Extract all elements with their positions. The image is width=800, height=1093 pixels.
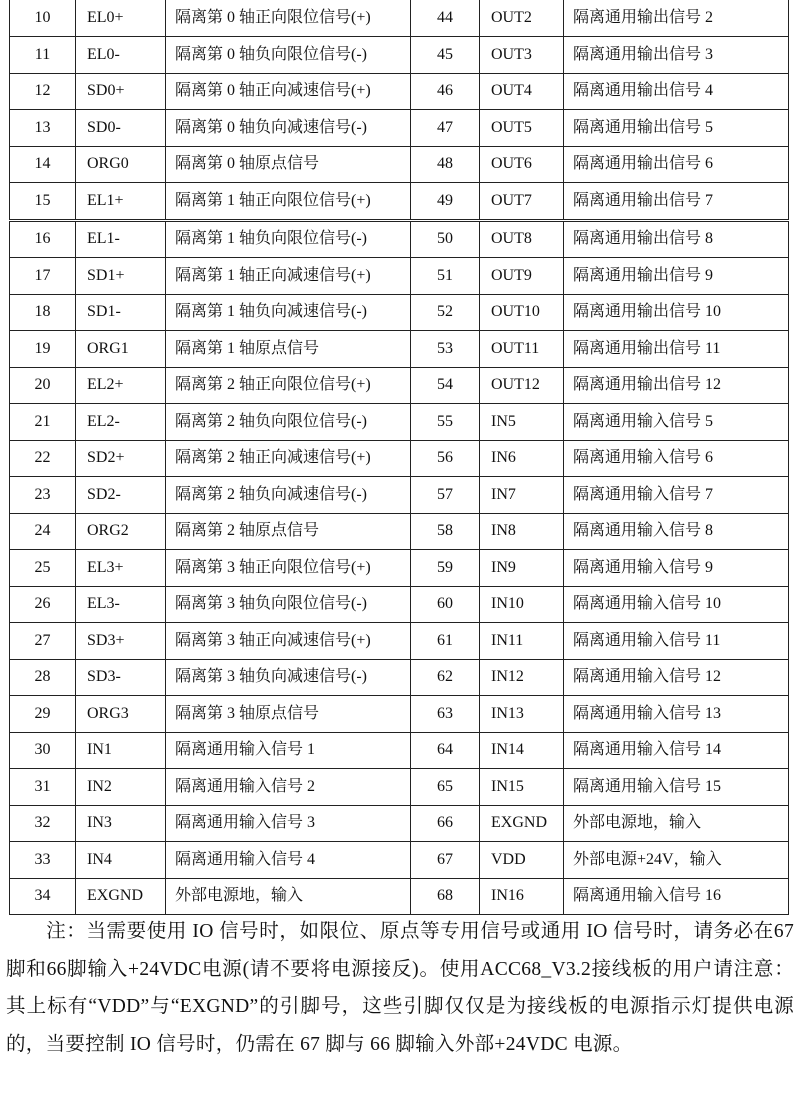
signal-desc-right: 隔离通用输入信号 7	[564, 477, 789, 514]
table-row	[10, 586, 789, 623]
table-row	[10, 146, 789, 183]
signal-desc-left: 隔离第 3 轴正向减速信号(+)	[166, 623, 411, 660]
signal-name-left: EL3+	[76, 550, 166, 587]
pin-number-right: 47	[411, 110, 480, 147]
pin-number-left: 28	[10, 659, 76, 696]
pin-number-right: 66	[411, 805, 480, 842]
signal-name-right: IN7	[480, 477, 564, 514]
pin-number-right: 62	[411, 659, 480, 696]
signal-name-right: OUT7	[480, 183, 564, 221]
signal-name-right: IN9	[480, 550, 564, 587]
signal-desc-right: 隔离通用输入信号 5	[564, 404, 789, 441]
signal-name-left: SD3+	[76, 623, 166, 660]
signal-desc-right: 隔离通用输入信号 13	[564, 696, 789, 733]
signal-desc-right: 隔离通用输入信号 9	[564, 550, 789, 587]
signal-name-right: VDD	[480, 842, 564, 879]
pin-number-right: 54	[411, 367, 480, 404]
signal-name-right: IN5	[480, 404, 564, 441]
pin-number-left: 21	[10, 404, 76, 441]
pin-number-right: 51	[411, 258, 480, 295]
signal-name-left: SD0-	[76, 110, 166, 147]
table-row	[10, 294, 789, 331]
pin-table-body	[10, 0, 789, 915]
signal-desc-right: 隔离通用输出信号 5	[564, 110, 789, 147]
signal-name-right: OUT8	[480, 220, 564, 258]
table-row	[10, 732, 789, 769]
pin-number-left: 27	[10, 623, 76, 660]
signal-desc-left: 隔离第 2 轴负向限位信号(-)	[166, 404, 411, 441]
table-row	[10, 878, 789, 915]
signal-name-left: EL2-	[76, 404, 166, 441]
signal-name-left: SD1-	[76, 294, 166, 331]
pin-number-left: 31	[10, 769, 76, 806]
pin-number-left: 29	[10, 696, 76, 733]
pin-number-left: 16	[10, 220, 76, 258]
pin-number-right: 67	[411, 842, 480, 879]
pin-number-left: 17	[10, 258, 76, 295]
signal-desc-left: 隔离通用输入信号 1	[166, 732, 411, 769]
signal-name-left: SD3-	[76, 659, 166, 696]
table-row	[10, 623, 789, 660]
signal-desc-left: 隔离第 1 轴负向限位信号(-)	[166, 220, 411, 258]
signal-desc-left: 隔离第 2 轴正向限位信号(+)	[166, 367, 411, 404]
signal-desc-left: 隔离第 1 轴正向减速信号(+)	[166, 258, 411, 295]
signal-desc-left: 隔离第 2 轴原点信号	[166, 513, 411, 550]
table-row	[10, 73, 789, 110]
table-row	[10, 769, 789, 806]
table-row	[10, 404, 789, 441]
pin-number-right: 57	[411, 477, 480, 514]
signal-desc-left: 隔离第 1 轴原点信号	[166, 331, 411, 368]
signal-name-left: EL1+	[76, 183, 166, 221]
pin-number-right: 52	[411, 294, 480, 331]
pin-number-left: 24	[10, 513, 76, 550]
signal-name-left: SD2+	[76, 440, 166, 477]
signal-desc-right: 隔离通用输入信号 14	[564, 732, 789, 769]
table-row	[10, 550, 789, 587]
signal-name-left: EL0+	[76, 0, 166, 37]
signal-name-left: SD1+	[76, 258, 166, 295]
pin-number-left: 33	[10, 842, 76, 879]
signal-name-right: EXGND	[480, 805, 564, 842]
signal-name-right: IN15	[480, 769, 564, 806]
signal-desc-left: 隔离第 0 轴负向限位信号(-)	[166, 37, 411, 74]
signal-name-left: EL1-	[76, 220, 166, 258]
table-row	[10, 37, 789, 74]
signal-name-right: IN13	[480, 696, 564, 733]
signal-name-left: EL0-	[76, 37, 166, 74]
signal-name-right: OUT11	[480, 331, 564, 368]
pin-number-left: 32	[10, 805, 76, 842]
pin-number-left: 11	[10, 37, 76, 74]
signal-name-left: ORG2	[76, 513, 166, 550]
pin-number-left: 30	[10, 732, 76, 769]
pin-number-right: 55	[411, 404, 480, 441]
signal-name-left: SD2-	[76, 477, 166, 514]
signal-desc-right: 隔离通用输入信号 12	[564, 659, 789, 696]
table-row	[10, 367, 789, 404]
signal-desc-right: 隔离通用输入信号 10	[564, 586, 789, 623]
signal-name-left: ORG3	[76, 696, 166, 733]
signal-name-left: EL3-	[76, 586, 166, 623]
pin-number-left: 26	[10, 586, 76, 623]
signal-name-left: IN2	[76, 769, 166, 806]
pin-number-left: 34	[10, 878, 76, 915]
pin-number-right: 65	[411, 769, 480, 806]
pin-number-left: 19	[10, 331, 76, 368]
signal-desc-left: 隔离通用输入信号 4	[166, 842, 411, 879]
table-row	[10, 805, 789, 842]
signal-desc-left: 隔离第 3 轴原点信号	[166, 696, 411, 733]
signal-desc-right: 隔离通用输出信号 11	[564, 331, 789, 368]
signal-name-left: ORG0	[76, 146, 166, 183]
signal-name-right: OUT10	[480, 294, 564, 331]
pin-number-right: 46	[411, 73, 480, 110]
table-row	[10, 258, 789, 295]
signal-name-left: EL2+	[76, 367, 166, 404]
pin-number-right: 61	[411, 623, 480, 660]
wiring-note: 注：当需要使用 IO 信号时，如限位、原点等专用信号或通用 IO 信号时，请务必在67脚和66脚输入+24VDC电源(请不要将电源接反)。使用ACC68_V3.2接线板的用户请注意：其上标有“VDD”与“EXGND”的引脚号，这些引脚仅仅是为接线板的电源指示灯提供电源的，当要控制 IO 信号时，仍需在 67 脚与 66 脚输入外部+24VDC 电源。	[6, 921, 794, 1055]
signal-desc-left: 隔离第 3 轴正向限位信号(+)	[166, 550, 411, 587]
signal-desc-right: 隔离通用输入信号 16	[564, 878, 789, 915]
signal-name-right: OUT6	[480, 146, 564, 183]
signal-desc-left: 隔离第 1 轴负向减速信号(-)	[166, 294, 411, 331]
signal-name-right: OUT2	[480, 0, 564, 37]
signal-desc-left: 隔离通用输入信号 2	[166, 769, 411, 806]
signal-name-right: IN14	[480, 732, 564, 769]
signal-desc-left: 隔离第 2 轴负向减速信号(-)	[166, 477, 411, 514]
pin-number-right: 44	[411, 0, 480, 37]
signal-name-left: IN1	[76, 732, 166, 769]
signal-name-left: IN4	[76, 842, 166, 879]
signal-desc-right: 隔离通用输出信号 9	[564, 258, 789, 295]
pin-number-left: 23	[10, 477, 76, 514]
signal-desc-right: 隔离通用输入信号 6	[564, 440, 789, 477]
signal-name-left: EXGND	[76, 878, 166, 915]
signal-name-right: IN10	[480, 586, 564, 623]
signal-name-right: IN6	[480, 440, 564, 477]
signal-desc-left: 隔离第 0 轴原点信号	[166, 146, 411, 183]
signal-desc-right: 隔离通用输出信号 12	[564, 367, 789, 404]
signal-desc-right: 隔离通用输出信号 6	[564, 146, 789, 183]
table-row	[10, 659, 789, 696]
table-row	[10, 0, 789, 37]
pin-number-left: 15	[10, 183, 76, 221]
pin-number-right: 49	[411, 183, 480, 221]
pin-number-right: 58	[411, 513, 480, 550]
signal-name-left: IN3	[76, 805, 166, 842]
pin-number-right: 53	[411, 331, 480, 368]
pin-definition-table	[9, 0, 789, 915]
pin-number-right: 56	[411, 440, 480, 477]
signal-desc-left: 隔离第 0 轴负向减速信号(-)	[166, 110, 411, 147]
signal-name-right: IN8	[480, 513, 564, 550]
signal-desc-right: 隔离通用输出信号 2	[564, 0, 789, 37]
table-row	[10, 220, 789, 258]
table-row	[10, 696, 789, 733]
table-row	[10, 331, 789, 368]
pin-number-left: 20	[10, 367, 76, 404]
pin-number-right: 48	[411, 146, 480, 183]
pin-number-left: 13	[10, 110, 76, 147]
signal-desc-left: 隔离通用输入信号 3	[166, 805, 411, 842]
pin-number-right: 45	[411, 37, 480, 74]
signal-name-right: IN12	[480, 659, 564, 696]
signal-name-right: OUT4	[480, 73, 564, 110]
pin-number-left: 18	[10, 294, 76, 331]
signal-desc-left: 隔离第 3 轴负向减速信号(-)	[166, 659, 411, 696]
pin-number-right: 63	[411, 696, 480, 733]
signal-desc-left: 隔离第 0 轴正向限位信号(+)	[166, 0, 411, 37]
signal-name-left: ORG1	[76, 331, 166, 368]
signal-desc-right: 外部电源+24V，输入	[564, 842, 789, 879]
signal-desc-left: 外部电源地，输入	[166, 878, 411, 915]
signal-desc-right: 隔离通用输入信号 15	[564, 769, 789, 806]
signal-desc-right: 隔离通用输出信号 8	[564, 220, 789, 258]
signal-desc-right: 隔离通用输出信号 10	[564, 294, 789, 331]
pin-number-left: 10	[10, 0, 76, 37]
signal-desc-right: 隔离通用输出信号 3	[564, 37, 789, 74]
pin-number-left: 22	[10, 440, 76, 477]
signal-name-right: OUT3	[480, 37, 564, 74]
signal-name-right: IN11	[480, 623, 564, 660]
table-row	[10, 183, 789, 221]
signal-desc-right: 隔离通用输入信号 11	[564, 623, 789, 660]
pin-number-right: 64	[411, 732, 480, 769]
signal-name-right: IN16	[480, 878, 564, 915]
signal-desc-left: 隔离第 3 轴负向限位信号(-)	[166, 586, 411, 623]
signal-name-right: OUT9	[480, 258, 564, 295]
signal-name-left: SD0+	[76, 73, 166, 110]
signal-desc-right: 外部电源地，输入	[564, 805, 789, 842]
table-row	[10, 440, 789, 477]
signal-desc-left: 隔离第 2 轴正向减速信号(+)	[166, 440, 411, 477]
pin-number-left: 14	[10, 146, 76, 183]
table-row	[10, 513, 789, 550]
table-row	[10, 477, 789, 514]
pin-number-right: 60	[411, 586, 480, 623]
pin-number-right: 59	[411, 550, 480, 587]
signal-desc-left: 隔离第 0 轴正向减速信号(+)	[166, 73, 411, 110]
signal-name-right: OUT5	[480, 110, 564, 147]
pin-number-right: 50	[411, 220, 480, 258]
table-row	[10, 110, 789, 147]
signal-desc-right: 隔离通用输出信号 7	[564, 183, 789, 221]
pin-number-left: 25	[10, 550, 76, 587]
signal-desc-right: 隔离通用输出信号 4	[564, 73, 789, 110]
signal-desc-left: 隔离第 1 轴正向限位信号(+)	[166, 183, 411, 221]
signal-desc-right: 隔离通用输入信号 8	[564, 513, 789, 550]
pin-number-right: 68	[411, 878, 480, 915]
signal-name-right: OUT12	[480, 367, 564, 404]
table-row	[10, 842, 789, 879]
pin-number-left: 12	[10, 73, 76, 110]
